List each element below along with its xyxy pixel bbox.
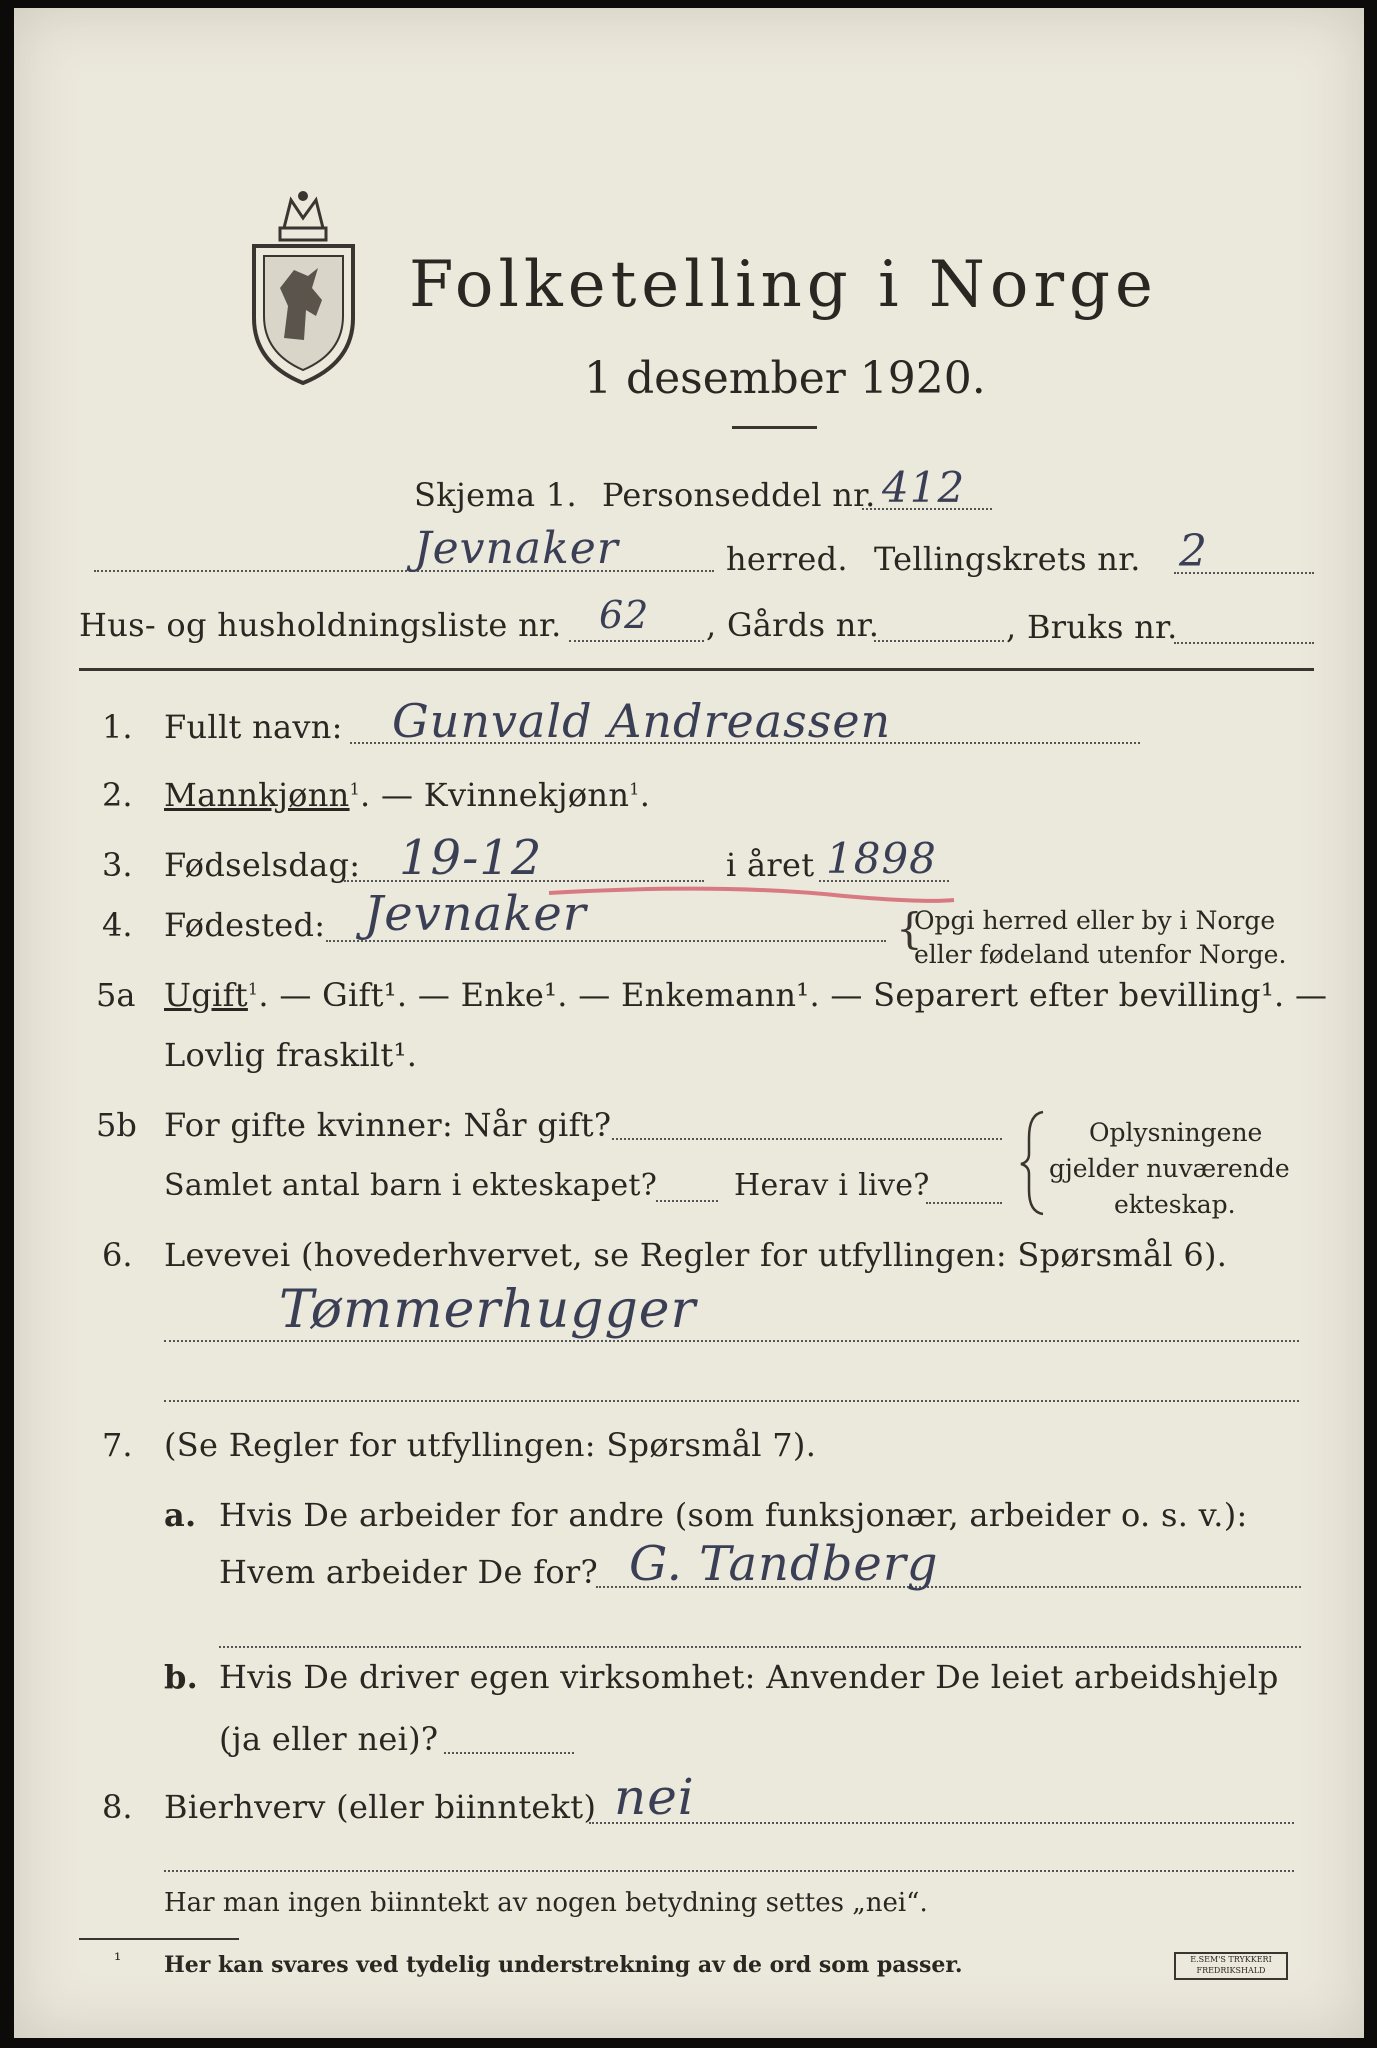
q6-line1 xyxy=(164,1340,1299,1342)
gards-label: , Gårds nr. xyxy=(706,606,880,644)
q2-number: 2. xyxy=(102,776,133,814)
q5b-label2: Samlet antal barn i ekteskapet? xyxy=(164,1168,658,1203)
q5b-line2 xyxy=(656,1200,718,1202)
husliste-label: Hus- og husholdningsliste nr. xyxy=(79,606,562,644)
q7a-letter: a. xyxy=(164,1496,197,1534)
q4-note-2: eller fødeland utenfor Norge. xyxy=(914,940,1287,969)
husliste-line xyxy=(569,640,704,642)
herred-line xyxy=(94,570,714,572)
q8-line2 xyxy=(164,1870,1294,1872)
bruks-line xyxy=(1174,642,1314,644)
census-form xyxy=(14,8,1364,2038)
q4-label: Fødested: xyxy=(164,906,326,944)
q8-label: Bierhverv (eller biinntekt) xyxy=(164,1788,597,1826)
q7a-line2 xyxy=(219,1646,1301,1648)
schema-label: Skjema 1. xyxy=(414,476,577,514)
q7b-question: (ja eller nei)? xyxy=(219,1720,439,1758)
q5b-number: 5b xyxy=(96,1106,137,1144)
birthdate-value: 19-12 xyxy=(399,830,543,886)
q5a-number: 5a xyxy=(96,976,136,1014)
q7-number: 7. xyxy=(102,1426,133,1464)
printer-stamp: E.SEM'S TRYKKERI FREDRIKSHALD xyxy=(1174,1952,1288,1980)
q5a-line2: Lovlig fraskilt¹. xyxy=(164,1036,418,1074)
q8-number: 8. xyxy=(102,1788,133,1826)
tellingskrets-value: 2 xyxy=(1179,526,1208,577)
q6-label: Levevei (hovederhvervet, se Regler for utfyllingen: Spørsmål 6). xyxy=(164,1236,1228,1274)
q1-number: 1. xyxy=(102,708,133,746)
q4-number: 4. xyxy=(102,906,133,944)
q7b-letter: b. xyxy=(164,1658,199,1696)
q6-line2 xyxy=(164,1400,1299,1402)
year-label: i året xyxy=(726,846,815,884)
occupation-value: Tømmerhugger xyxy=(279,1280,697,1340)
q6-number: 6. xyxy=(102,1236,133,1274)
birthplace-value: Jevnaker xyxy=(364,886,587,942)
q5b-note-3: ekteskap. xyxy=(1114,1190,1236,1219)
header-divider xyxy=(79,668,1314,671)
form-title: Folketelling i Norge xyxy=(409,248,1158,322)
q5b-line3 xyxy=(926,1202,1002,1204)
q7a-question: Hvem arbeider De for? xyxy=(219,1553,598,1591)
q7b-line xyxy=(444,1752,574,1754)
q5b-line1 xyxy=(612,1138,1002,1140)
title-divider xyxy=(732,426,817,429)
personseddel-label: Personseddel nr. xyxy=(602,476,876,514)
herred-label: herred. xyxy=(726,540,848,578)
q5b-brace xyxy=(1019,1108,1049,1218)
q5b-note-2: gjelder nuværende xyxy=(1049,1154,1290,1183)
q5a-options: Ugift$^1$. — Gift¹. — Enke¹. — Enkemann¹. — Separert efter bevilling¹. — xyxy=(164,976,1328,1014)
gender-female: Kvinnekjønn xyxy=(423,776,630,814)
full-name-value: Gunvald Andreassen xyxy=(392,694,892,748)
q7a-text: Hvis De arbeider for andre (som funksjonær, arbeider o. s. v.): xyxy=(219,1496,1248,1534)
census-date: 1 desember 1920. xyxy=(584,353,986,404)
q3-label: Fødselsdag: xyxy=(164,846,361,884)
personseddel-value: 412 xyxy=(882,463,966,512)
q5b-label1: For gifte kvinner: Når gift? xyxy=(164,1106,612,1144)
footnote-divider xyxy=(79,1938,239,1940)
coat-of-arms-icon xyxy=(246,188,361,388)
q4-brace: { xyxy=(896,904,923,953)
tellingskrets-label: Tellingskrets nr. xyxy=(874,540,1141,578)
side-income-value: nei xyxy=(614,1768,695,1826)
q5b-note-1: Oplysningene xyxy=(1089,1118,1263,1147)
gender-male: Mannkjønn xyxy=(164,776,350,814)
herred-value: Jevnaker xyxy=(414,523,619,574)
birth-year-value: 1898 xyxy=(826,834,937,883)
gards-line xyxy=(874,640,1004,642)
q3-number: 3. xyxy=(102,846,133,884)
footer-note: Har man ingen biinntekt av nogen betydning settes „nei“. xyxy=(164,1888,928,1918)
q7-label: (Se Regler for utfyllingen: Spørsmål 7). xyxy=(164,1426,817,1464)
q7b-text: Hvis De driver egen virksomhet: Anvender De leiet arbeidshjelp xyxy=(219,1658,1279,1696)
husliste-value: 62 xyxy=(599,593,650,637)
employer-value: G. Tandberg xyxy=(629,1536,939,1592)
q1-label: Fullt navn: xyxy=(164,708,343,746)
bruks-label: , Bruks nr. xyxy=(1006,608,1178,646)
q2-options: Mannkjønn$^1$. — Kvinnekjønn$^1$. xyxy=(164,776,651,814)
footnote-mark: ¹ xyxy=(114,1950,122,1971)
q4-note-1: Opgi herred eller by i Norge xyxy=(914,906,1276,935)
status-other-options: . — Gift¹. — Enke¹. — Enkemann¹. — Separert efter bevilling¹. — xyxy=(258,976,1328,1014)
q5b-label3: Herav i live? xyxy=(734,1168,930,1203)
status-unmarried: Ugift xyxy=(164,976,248,1014)
footnote-text: Her kan svares ved tydelig understrekning av de ord som passer. xyxy=(164,1952,963,1978)
